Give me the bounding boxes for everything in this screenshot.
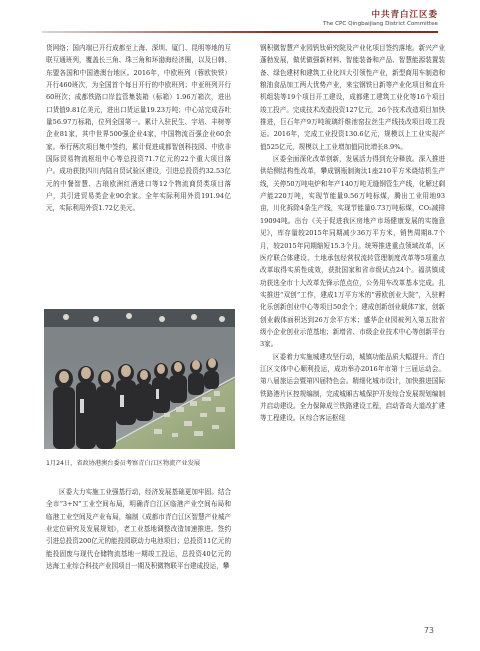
page-header [0,0,480,44]
paragraph: 区委全面深化改革创新，发展活力得到充分释放。深入推进供给侧结构性改革，攀成钢瓶制淘汰1座210平方米烧结机生产线，关停50万吨电炉和年产140万吨无缝钢管生产线，化解过剩产能220万吨，实现节能量9.56万吨标煤，腾出工业用地93亩，川化拆除4条生产线，实现节能量0.73万吨标煤，CO₂减排19094吨。出台《关于促进我区房地产市场健康发展的实施意见》，库存量较2015年同期减少36万平方米，销售周期8.7个月，较2015年同期缩短15.3个月。统筹推进重点领域改革，区医疗联合体建设、土地承包经营权流转管理制度改革等5项重点改革取得实质性成效，获批国家和省市级试点24个。福洪镇成功获选全市十大改革先锋示范点位，公务用车改革基本完成。扎实推进“双创”工作，建成1万平方米的“蓉欧创业大院”，入驻孵化乐创新创业中心等项目50余个；建成创新创业载体7家，创新创业载体面积达到26万余平方米；盛华企业园被列入第五批省级小企业创业示范基地；新增省、市级企业技术中心等创新平台3家。 [260,155,445,349]
photo-caption: 1月24日，省政协港澳台委员考察青白江区物流产业发展 [46,460,201,467]
paragraph: 货网络；国内端已开行成都至上海、深圳、厦门、昆明等地的互联互通班列，覆盖长三角、珠三角和环渤海经济圈，以及日韩、东盟各国和中国港澳台地区。2016年，中欧班列（蓉欧快铁）开行460班次，为全国首个每日开行的中欧班列；中亚班列开行60班次；成都铁路口岸监管集装箱（标箱）1.96万箱次，进出口货值9.81亿美元，进出口货运量19.23万吨；中心站完成吞吐量56.97万标箱，位列全国第一。累计入驻民生、宇培、丰树等企业81家，其中世界500强企业4家，中国物流百强企业60余家。举行两次项目集中签约，累计促进成都智创科技园、中欧非国际贸易物流枢纽中心等总投资71.7亿元的22个重大项目落户。成功获批四川内陆自贸试验区建设，引进总投资约32.53亿元的中餐智慧、古琅欧洲红酒进口等12个物流商贸类项目落户，共引进贸易类企业90余家。全年实际利用外资191.94亿元，实际利用外资1.72亿美元。 [46,44,231,213]
paragraph: 区委着力实施城建攻坚行动，城镇功能品质大幅提升。青白江区文体中心顺利投运，成功举办2016年市第十三届运动会。第八届旅运会暨第四届特色会。精细化城市设计，加快推进国际铁路港片区控规编制，完成城厢古城保护开发综合发展规划编制并启动建设。全力保障成兰铁路建设工程，启动香岛大道改扩建等工程建设。区综合客运枢纽 [260,352,445,423]
paragraph: 区委大力实施工业强基行动，经济发展基础更加牢固。结合全市“3+N”工业空间布局，明确青白江区临港产业空间布局和临港工业空间及产业布局，编制《成都市青白江区智慧产业城产业定位研究及发展规划》，老工业基地调整改造加速推进。签约引进总投资200亿元的能投园联动力电池项目；总投资11亿元的能投固废与现代仓储物流基地一期竣工投运，总投资40亿元的达海工业综合科技产业园项目一期及积微物联平台建成投运，攀 [46,488,231,571]
news-photo [44,309,235,449]
right-column [260,42,445,425]
header-title: 中共青白江区委 [371,10,438,20]
paragraph: 钢积微智慧产业园钒钛研究院及产业化项目签约落地。新兴产业蓬勃发展，做优做强新材料、智能装备和产品、智慧能源装置装备、绿色建材和建筑工业化四大引领性产业，新型商用车制造和粮油食品加工两大优势产业，来宝钢铁日新等产业化项目和直升机组装等19个项目开工建设，成都建工建筑工业化等16个项目竣工投产。完成技术改造投资127亿元，26个技术改造项目加快推进，巨石年产9万吨玻璃纤维池窑拉丝生产线技改项目竣工投运。2016年，完成工业投资130.6亿元，规模以上工业实现产值525亿元，规模以上工业增加值同比增长8.9%。 [260,44,445,151]
left-column [46,42,231,215]
header-subtitle: The CPC Qingbaijiang District Committee [322,21,438,27]
page-number: 73 [423,626,434,635]
photo-illustration [44,309,235,449]
header-rule [42,31,438,33]
left-column-lower [46,486,231,572]
